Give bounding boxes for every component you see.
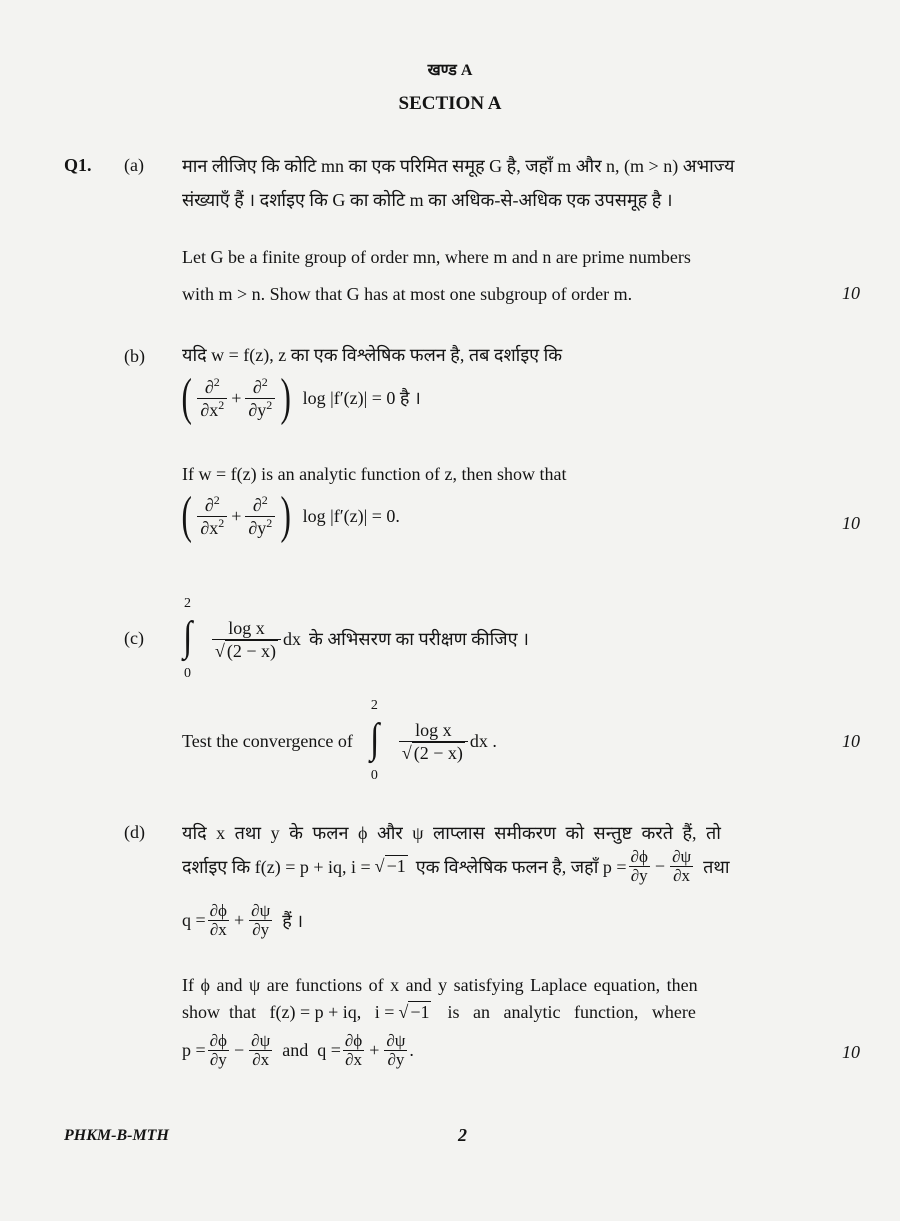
dpsi-dy-fraction: $\frac{\partial\psi}{\partial y}$ [386,1031,406,1069]
part-d-english-line3: p = $\frac{\partial\phi}{\partial y}$ − $\frac{\partial\psi}{\partial x}$ and q = $\frac{\partial\phi}{\partial x}$ + $\frac{\partial\psi}{\partial y}$ . [182,1031,414,1069]
right-paren: ) [280,487,292,544]
part-a-hindi-line1: मान लीजिए कि कोटि mn का एक परिमित समूह G है, जहाँ m और n, (m > n) अभाज्य [182,156,735,176]
part-b-hindi-tail: log |f′(z)| = 0 है । [302,388,421,408]
part-b-marks: 10 [842,513,860,533]
part-d-label: (d) [124,822,145,842]
left-paren: ( [181,369,192,426]
part-d-marks: 10 [842,1042,860,1062]
dpsi-dy-fraction: $\frac{\partial\psi}{\partial y}$ [251,901,271,939]
d2-dy2-fraction: $\frac{\partial^2}{\partial y^2}$ [245,377,275,420]
integral-sign: 2 ∫ 0 [369,698,380,783]
part-d-hindi-line2: दर्शाइए कि f(z) = p + iq, i = √ −1 एक विश्लेषिक फलन है, जहाँ p = $\frac{\partial\phi}{\partial y}$ − $\frac{\partial\psi}{\partial x}$ तथा [182,847,730,885]
dpsi-dx-fraction: $\frac{\partial\psi}{\partial x}$ [672,847,692,885]
page-number: 2 [458,1125,467,1145]
part-b-english-line1: If w = f(z) is an analytic function of z, then show that [182,464,567,484]
dphi-dy-fraction: $\frac{\partial\phi}{\partial y}$ [630,847,648,885]
paper-code: PHKM-B-MTH [64,1127,169,1144]
question-number: Q1. [64,155,92,175]
d2-dx2-fraction: $\frac{\partial^2}{\partial x^2}$ [197,495,227,538]
part-a-marks: 10 [842,283,860,303]
part-c-hindi-equation: 2 ∫ 0 $\frac{\text{log x}}{√ (2 - x)}$ dx के अभिसरण का परीक्षण कीजिए । [183,596,529,681]
part-d-hindi-line3: q = $\frac{\partial\phi}{\partial x}$ + $\frac{\partial\psi}{\partial y}$ हैं । [182,901,304,939]
part-d-english-line2: show that f(z) = p + iq, i = √ −1 is an analytic function, where [182,1002,696,1022]
part-c-label: (c) [124,628,144,648]
dphi-dy-fraction: $\frac{\partial\phi}{\partial y}$ [209,1031,228,1069]
part-a-label: (a) [124,155,144,175]
dphi-dx-fraction: $\frac{\partial\phi}{\partial x}$ [344,1031,363,1069]
part-b-english-equation: ( $\frac{\partial^2}{\partial x^2}$ + $\frac{\partial^2}{\partial y^2}$ ) log |f′(z)| = 0. [181,487,400,544]
d2-dy2-fraction: $\frac{\partial^2}{\partial y^2}$ [245,495,275,538]
dphi-dx-fraction: $\frac{\partial\phi}{\partial x}$ [209,901,228,939]
left-paren: ( [181,487,192,544]
part-d-hindi-line1: यदि x तथा y के फलन ϕ और ψ लाप्लास समीकरण को सन्तुष्ट करते हैं, तो [182,823,721,843]
integral-sign: 2 ∫ 0 [183,596,193,681]
part-c-hindi-tail: के अभिसरण का परीक्षण कीजिए । [309,629,529,649]
part-a-english-line1: Let G be a finite group of order mn, where m and n are prime numbers [182,247,691,267]
part-c-english-lead: Test the convergence of [182,730,353,751]
integrand-fraction: $\frac{\text{log x}}{√ (2 - x)}$ [399,720,468,763]
d2-dx2-fraction: $\frac{\partial^2}{\partial x^2}$ [197,377,227,420]
part-b-english-tail: log |f′(z)| = 0. [302,505,400,526]
integrand-fraction: $\frac{\text{log x}}{√ (2 - x)}$ [212,618,281,661]
dpsi-dx-fraction: $\frac{\partial\psi}{\partial x}$ [251,1031,271,1069]
part-d-english-line1: If ϕ and ψ are functions of x and y satisfying Laplace equation, then [182,975,698,995]
part-a-english-line2: with m > n. Show that G has at most one subgroup of order m. [182,284,633,304]
part-b-label: (b) [124,346,145,366]
right-paren: ) [280,369,292,426]
part-b-hindi-equation: ( $\frac{\partial^2}{\partial x^2}$ + $\frac{\partial^2}{\partial y^2}$ ) log |f′(z)| = 0 है । [181,369,421,426]
part-a-hindi-line2: संख्याएँ हैं । दर्शाइए कि G का कोटि m का अधिक-से-अधिक एक उपसमूह है । [182,190,673,210]
section-title-hindi: खण्ड A [427,62,473,79]
part-b-hindi-line1: यदि w = f(z), z का एक विश्लेषिक फलन है, तब दर्शाइए कि [182,345,563,365]
section-title-english: SECTION A [398,93,502,114]
part-c-english-equation: Test the convergence of 2 ∫ 0 $\frac{\text{log x}}{√ (2 - x)}$ dx . [182,698,497,783]
part-c-marks: 10 [842,731,860,751]
